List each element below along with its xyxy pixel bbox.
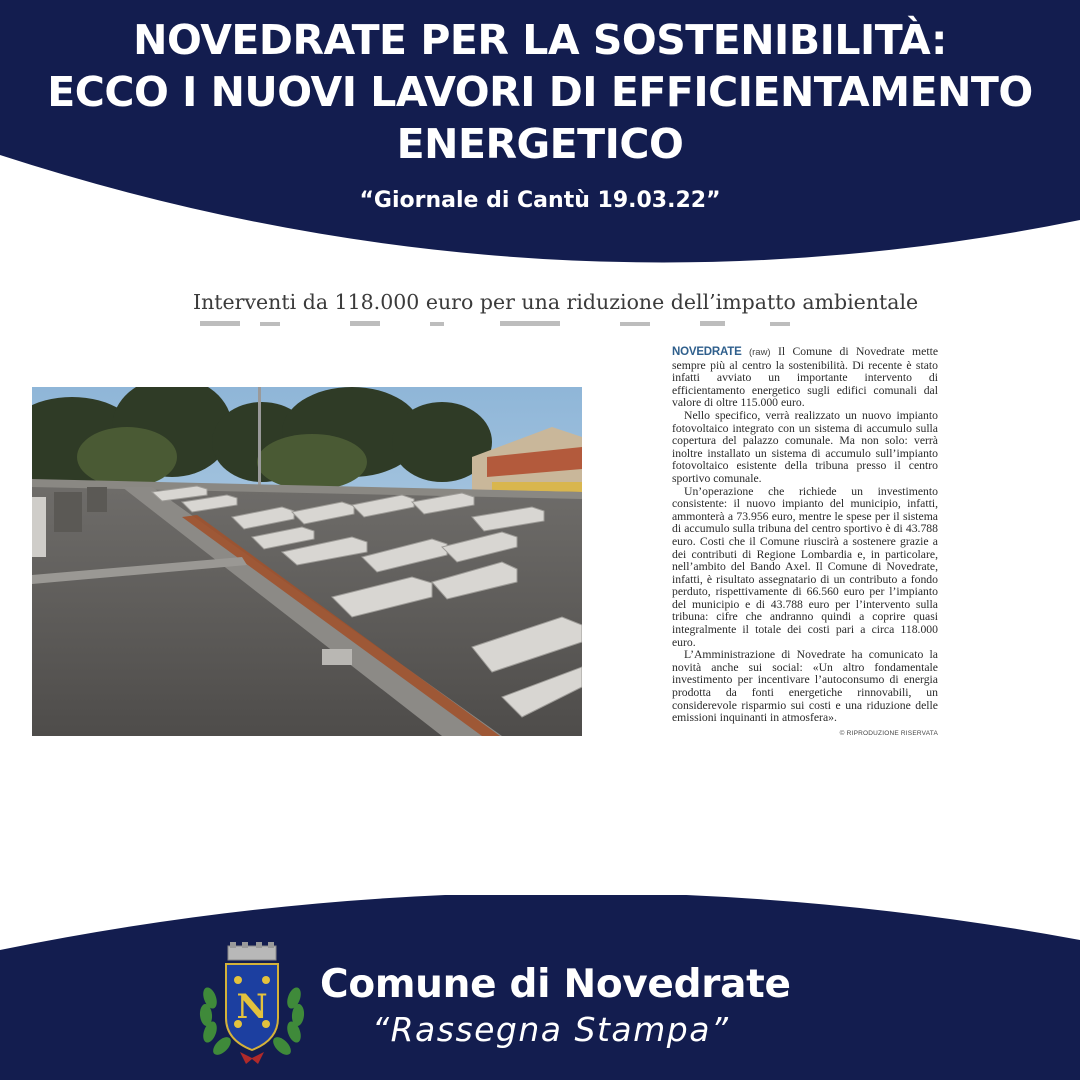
article-author: (raw) (748, 347, 771, 358)
article-lead (672, 346, 938, 410)
copyright-note: © RIPRODUZIONE RISERVATA (839, 729, 938, 737)
article-headline: Interventi da 118.000 euro per una riduzione dell’impatto ambientale (193, 290, 919, 314)
coat-of-arms-icon (196, 940, 308, 1066)
article-body (672, 346, 938, 740)
title-line-1: NOVEDRATE PER LA SOSTENIBILITÀ: (133, 16, 947, 64)
article-paragraph: L’Amministrazione di Novedrate ha comunicato la novità anche sui social: «Un altro fondamentale investimento per incentivare l’autoconsumo di energia prodotta da fonti energetiche rinnovabili, un considerevole risparmio sui costi e una riduzione delle emissioni inquinanti in atmosfera». (672, 648, 938, 725)
cropped-subheadline-remnant (200, 318, 800, 326)
footer-subtitle: “Rassegna Stampa” (372, 1010, 730, 1049)
article-kicker: NOVEDRATE (672, 346, 742, 358)
article-paragraph: Nello specifico, verrà realizzato un nuovo impianto fotovoltaico integrato con un sistema di accumulo sulla copertura del palazzo comunale. Ma non solo: verrà inoltre installato un sistema di accumulo sull’impianto fotovoltaico esistente della tribuna presso il centro sportivo comunale. (672, 408, 938, 485)
lead-text: Il Comune di Novedrate mette sempre più al centro la sostenibilità. Di recente è stato infatti avviato un importante intervento di efficientamento energetico sugli edifici comunali dal valore di oltre 115.000 euro. (672, 345, 939, 410)
title-line-2: ECCO I NUOVI LAVORI DI EFFICIENTAMENTO (47, 68, 1033, 116)
footer-title: Comune di Novedrate (320, 962, 791, 1007)
article-paragraph: Un’operazione che richiede un investimento consistente: il nuovo impianto del municipio, infatti, ammonterà a 73.956 euro, mentre le spese per il sistema di accumulo sulla tribuna del centro sportivo è di 43.788 euro. Costi che il Comune riuscirà a sostenere grazie a dei contributi di Regione Lombardia e, in particolare, nell’ambito del Bando Axel. Il Comune di Novedrate, infatti, è risultato assegnatario di un contributo a fondo perduto, rispettivamente di 66.560 euro per l’impianto del municipio e di 43.788 euro per l’intervento sulla tribuna: cifre che andranno quindi a coprire quasi integralmente il totale dei costi pari a circa 118.000 euro. (672, 484, 938, 649)
source-citation: “Giornale di Cantù 19.03.22” (359, 188, 721, 213)
header (0, 14, 1080, 213)
page-title (0, 14, 1080, 170)
crest-letter: N (236, 987, 268, 1027)
title-line-3: ENERGETICO (396, 120, 684, 168)
rooftop-solar-photo (32, 387, 582, 736)
